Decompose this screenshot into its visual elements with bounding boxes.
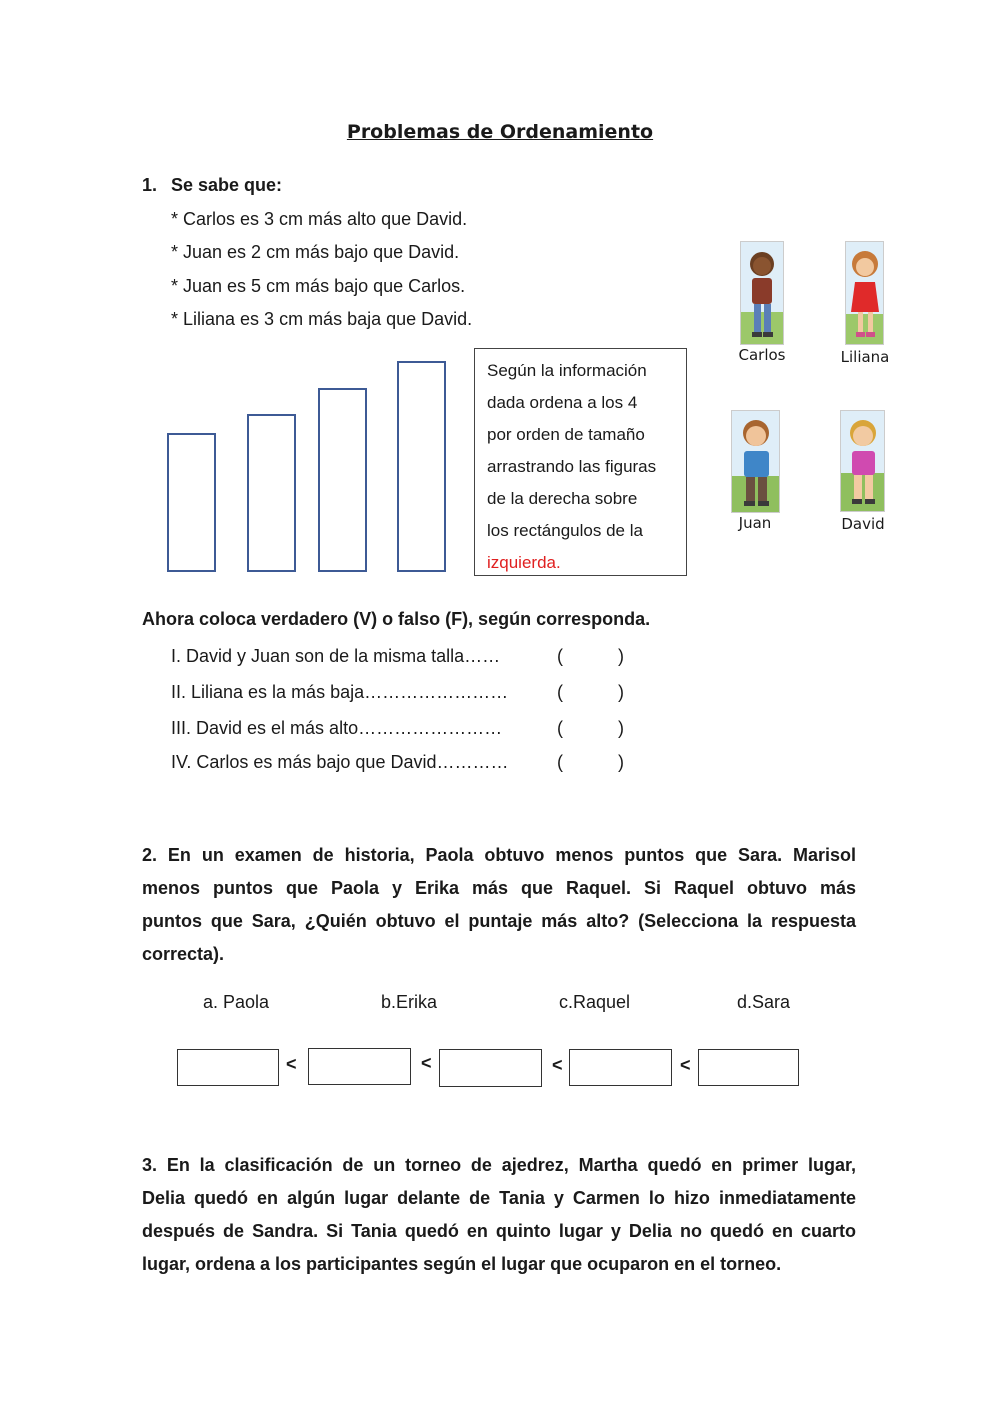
instruction-line: Según la información	[487, 361, 647, 380]
tf-close-paren: )	[618, 646, 624, 666]
tf-heading: Ahora coloca verdadero (V) o falso (F), según corresponda.	[142, 609, 651, 629]
section2-line: correcta).	[142, 944, 225, 964]
character-caption: Juan	[738, 514, 772, 532]
instruction-line: de la derecha sobre	[487, 489, 638, 508]
character-caption: Carlos	[738, 346, 786, 364]
tf-answer-slot[interactable]	[570, 715, 616, 741]
section3-line: Delia quedó en algún lugar delante de Tania y Carmen lo hizo inmediatamente	[142, 1188, 856, 1208]
character-caption: Liliana	[840, 348, 890, 366]
section2-line: 2. En un examen de historia, Paola obtuvo menos puntos que Sara. Marisol	[142, 845, 856, 865]
tf-close-paren: )	[618, 752, 624, 772]
instruction-highlight: izquierda.	[487, 553, 561, 572]
tf-close-paren: )	[618, 718, 624, 738]
tf-answer-slot[interactable]	[570, 749, 616, 775]
less-than-sign: <	[286, 1054, 297, 1074]
fact-item: * Carlos es 3 cm más alto que David.	[171, 209, 468, 229]
order-answer-box[interactable]	[177, 1049, 279, 1086]
drop-rectangle-4[interactable]	[397, 361, 446, 572]
order-answer-box[interactable]	[698, 1049, 799, 1086]
character-juan-image[interactable]	[731, 410, 780, 513]
tf-answer-slot[interactable]	[570, 643, 616, 669]
drop-rectangle-2[interactable]	[247, 414, 296, 572]
tf-open-paren: (	[557, 682, 563, 702]
order-answer-box[interactable]	[569, 1049, 672, 1086]
tf-open-paren: (	[557, 646, 563, 666]
order-answer-box[interactable]	[439, 1049, 542, 1087]
option-sara[interactable]: d.Sara	[737, 992, 791, 1012]
section1-heading: Se sabe que:	[171, 175, 283, 195]
tf-statement: I. David y Juan son de la misma talla……	[171, 646, 501, 666]
section2-paragraph	[142, 839, 856, 971]
instruction-line: arrastrando las figuras	[487, 457, 657, 476]
character-carlos-image[interactable]	[740, 241, 784, 345]
tf-open-paren: (	[557, 752, 563, 772]
character-liliana-image[interactable]	[845, 241, 884, 345]
option-raquel[interactable]: c.Raquel	[559, 992, 631, 1012]
tf-open-paren: (	[557, 718, 563, 738]
drop-rectangle-3[interactable]	[318, 388, 367, 572]
section3-line: 3. En la clasificación de un torneo de ajedrez, Martha quedó en primer lugar,	[142, 1155, 856, 1175]
tf-statement: II. Liliana es la más baja……………………	[171, 682, 509, 702]
instruction-line: por orden de tamaño	[487, 425, 645, 444]
option-erika[interactable]: b.Erika	[381, 992, 438, 1012]
instruction-box	[474, 348, 687, 576]
tf-close-paren: )	[618, 682, 624, 702]
option-paola[interactable]: a. Paola	[203, 992, 270, 1012]
section3-line: lugar, ordena a los participantes según el lugar que ocuparon en el torneo.	[142, 1254, 782, 1274]
section3-line: después de Sandra. Si Tania quedó en quinto lugar y Delia no quedó en cuarto	[142, 1221, 856, 1241]
character-david-image[interactable]	[840, 410, 885, 512]
tf-statement: IV. Carlos es más bajo que David…………	[171, 752, 509, 772]
section2-line: menos puntos que Paola y Erika más que Raquel. Si Raquel obtuvo más	[142, 878, 856, 898]
character-caption: David	[841, 515, 885, 533]
drop-rectangle-1[interactable]	[167, 433, 216, 572]
tf-answer-slot[interactable]	[570, 679, 616, 705]
page-title: Problemas de Ordenamiento	[346, 121, 654, 143]
tf-statement: III. David es el más alto……………………	[171, 718, 503, 738]
fact-item: * Juan es 2 cm más bajo que David.	[171, 242, 460, 262]
fact-item: * Juan es 5 cm más bajo que Carlos.	[171, 276, 466, 296]
order-answer-box[interactable]	[308, 1048, 411, 1085]
section1-number: 1.	[142, 175, 158, 195]
less-than-sign: <	[552, 1055, 563, 1075]
instruction-line: dada ordena a los 4	[487, 393, 638, 412]
fact-item: * Liliana es 3 cm más baja que David.	[171, 309, 473, 329]
instruction-line: los rectángulos de la	[487, 521, 643, 540]
section3-paragraph	[142, 1149, 856, 1281]
section2-line: puntos que Sara, ¿Quién obtuvo el puntaje más alto? (Selecciona la respuesta	[142, 911, 856, 931]
less-than-sign: <	[680, 1055, 691, 1075]
less-than-sign: <	[421, 1053, 432, 1073]
